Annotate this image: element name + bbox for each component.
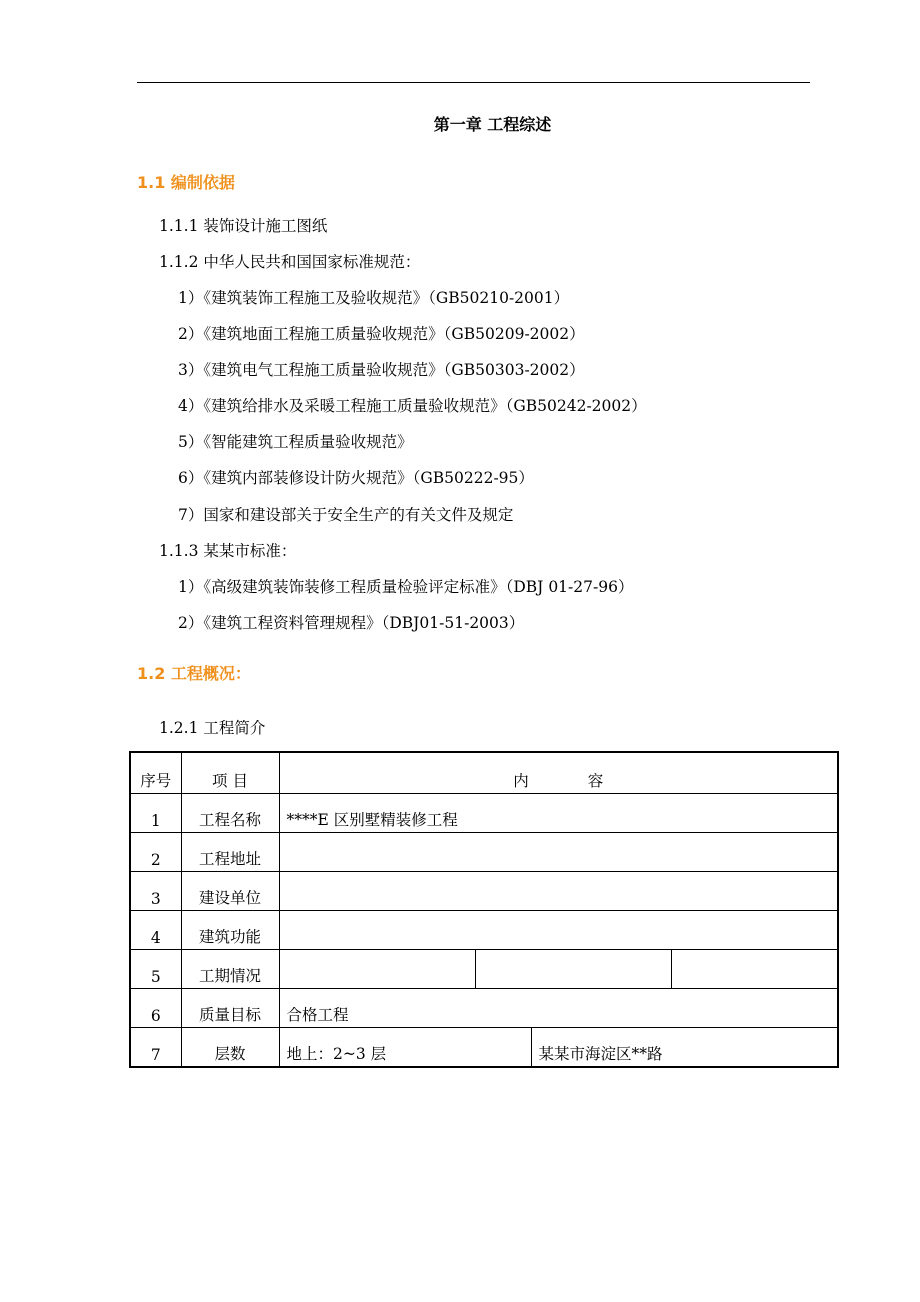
table-row [130, 872, 838, 911]
standard-item-1: 1）《建筑装饰工程施工及验收规范》（GB50210-2001） [178, 289, 570, 307]
row-content [279, 872, 838, 911]
row-item: 建设单位 [181, 872, 279, 911]
row-content-middle [475, 950, 671, 989]
standard-item-6: 6）《建筑内部装修设计防火规范》（GB50222-95） [178, 469, 534, 487]
row-content: ****E 区别墅精装修工程 [279, 794, 838, 833]
row-item: 工程名称 [181, 794, 279, 833]
standard-item-2: 2）《建筑地面工程施工质量验收规范》（GB50209-2002） [178, 325, 585, 343]
row-content [279, 911, 838, 950]
section-heading-overview: 1.2 工程概况： [137, 664, 251, 683]
header-content: 内 容 [279, 752, 838, 794]
row-content-floors: 地上：2~3 层 [279, 1028, 531, 1068]
row-content-start [279, 950, 475, 989]
row-item: 建筑功能 [181, 911, 279, 950]
row-content: 合格工程 [279, 989, 838, 1028]
standard-item-5: 5）《智能建筑工程质量验收规范》 [178, 433, 413, 451]
section-heading-basis: 1.1 编制依据 [137, 173, 235, 192]
header-item: 项 目 [181, 752, 279, 794]
basis-item-1: 1.1.1 装饰设计施工图纸 [159, 217, 328, 235]
row-number: 5 [130, 950, 181, 989]
project-info-table [129, 751, 839, 1068]
standard-item-3: 3）《建筑电气工程施工质量验收规范》（GB50303-2002） [178, 361, 585, 379]
basis-item-2: 1.1.2 中华人民共和国国家标准规范： [159, 253, 421, 271]
row-item: 工程地址 [181, 833, 279, 872]
table-row [130, 833, 838, 872]
table-row [130, 911, 838, 950]
row-number: 1 [130, 794, 181, 833]
city-standard-item-2: 2）《建筑工程资料管理规程》（DBJ01-51-2003） [178, 614, 525, 632]
row-number: 2 [130, 833, 181, 872]
row-number: 3 [130, 872, 181, 911]
row-item: 质量目标 [181, 989, 279, 1028]
row-number: 6 [130, 989, 181, 1028]
table-row [130, 794, 838, 833]
overview-subheading: 1.2.1 工程简介 [159, 719, 266, 737]
standard-item-7: 7）国家和建设部关于安全生产的有关文件及规定 [178, 506, 514, 524]
row-number: 7 [130, 1028, 181, 1068]
header-rule [137, 82, 810, 83]
basis-item-3: 1.1.3 某某市标准： [159, 542, 297, 560]
city-standard-item-1: 1）《高级建筑装饰装修工程质量检验评定标准》（DBJ 01-27-96） [178, 578, 634, 596]
row-number: 4 [130, 911, 181, 950]
row-item: 工期情况 [181, 950, 279, 989]
table-row [130, 989, 838, 1028]
standard-item-4: 4）《建筑给排水及采暖工程施工质量验收规范》（GB50242-2002） [178, 397, 647, 415]
header-number: 序号 [130, 752, 181, 794]
chapter-title: 第一章 工程综述 [433, 115, 552, 134]
table-row [130, 950, 838, 989]
row-content [279, 833, 838, 872]
table-header-row [130, 752, 838, 794]
row-content-location: 某某市海淀区**路 [531, 1028, 838, 1068]
row-item: 层数 [181, 1028, 279, 1068]
table-row [130, 1028, 838, 1068]
row-content-end [671, 950, 838, 989]
